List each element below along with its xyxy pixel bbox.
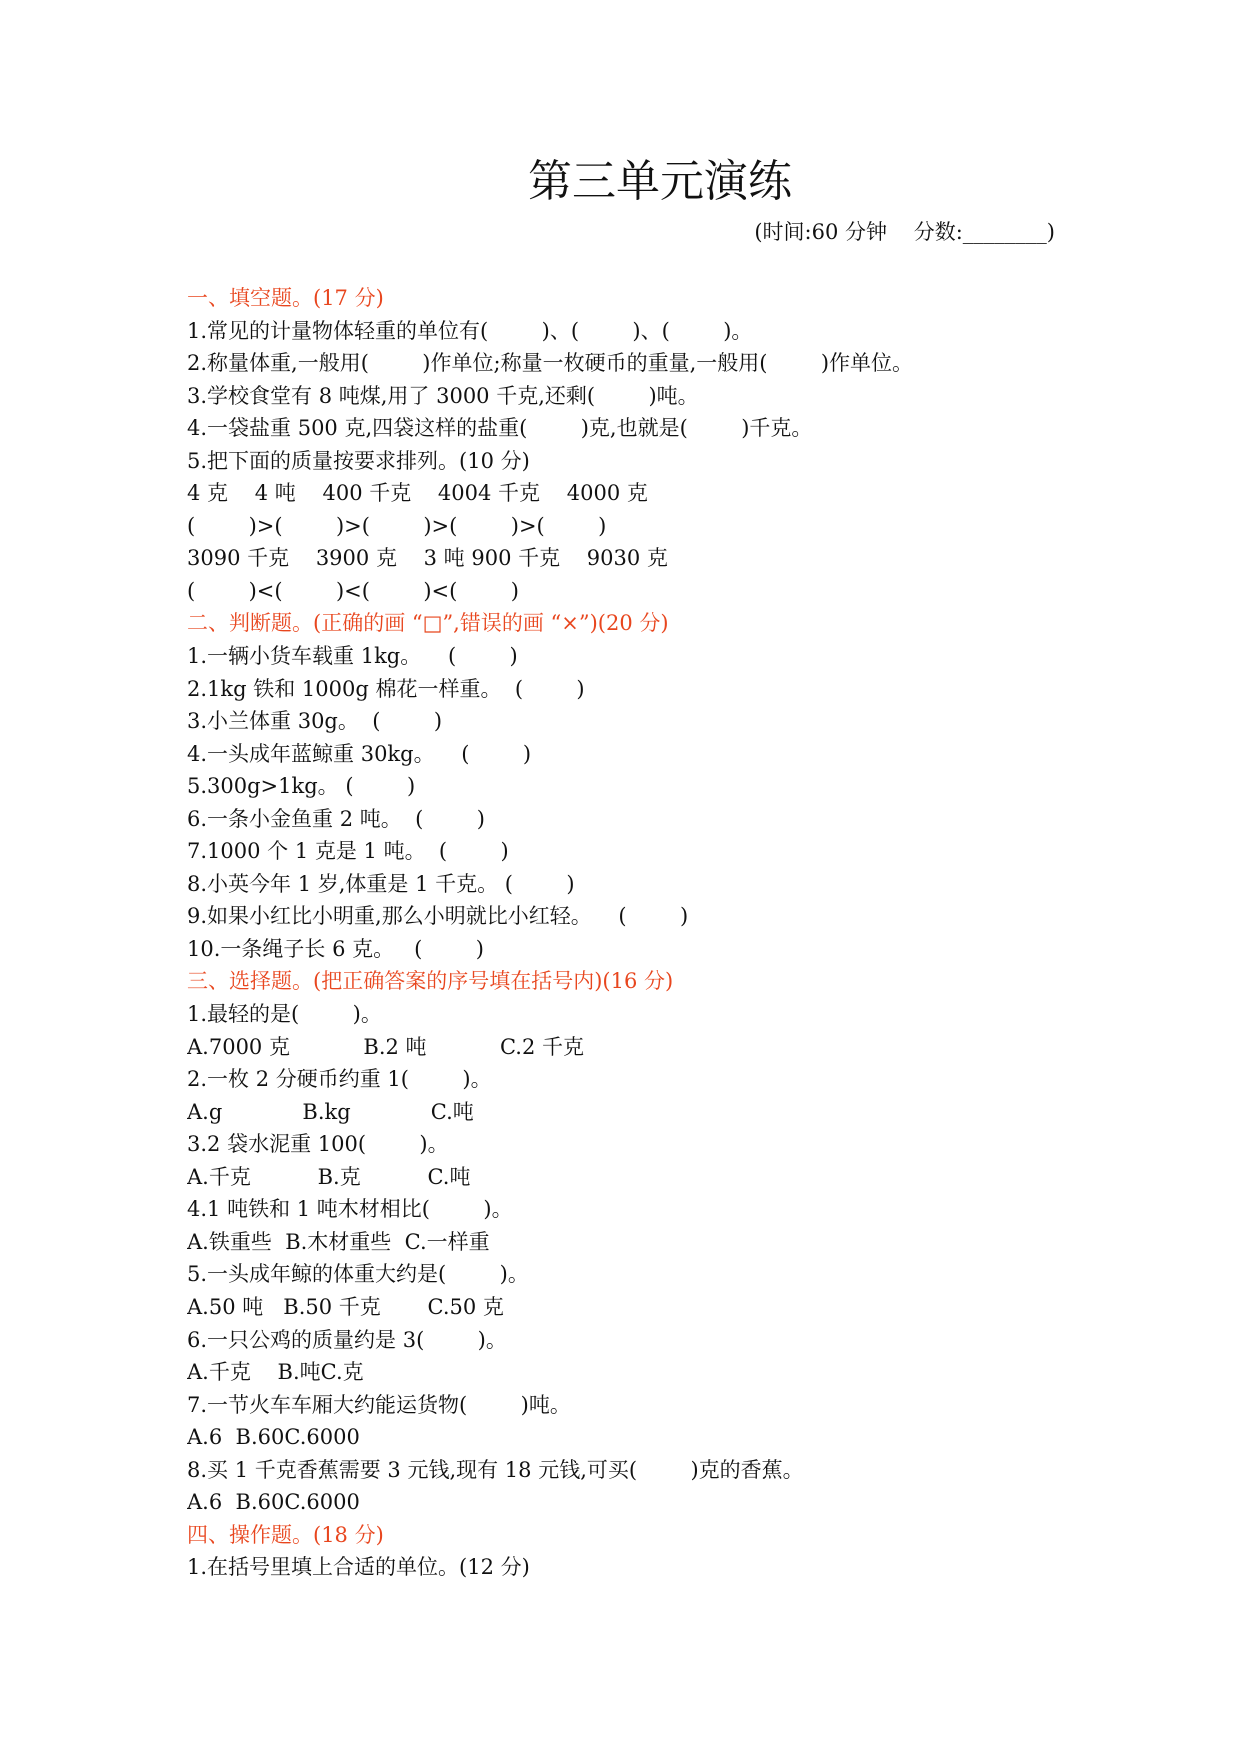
section-heading: 一、填空题。(17 分) — [187, 286, 384, 310]
question-line: 3.学校食堂有 8 吨煤,用了 3000 千克,还剩( )吨。 — [187, 383, 699, 408]
question-line: 5.把下面的质量按要求排列。(10 分) — [187, 448, 530, 473]
question-line: 8.买 1 千克香蕉需要 3 元钱,现有 18 元钱,可买( )克的香蕉。 — [187, 1457, 804, 1482]
question-line: 4.一袋盐重 500 克,四袋这样的盐重( )克,也就是( )千克。 — [187, 416, 813, 441]
question-line: 1.在括号里填上合适的单位。(12 分) — [187, 1555, 530, 1580]
question-line: A.铁重些 B.木材重些 C.一样重 — [187, 1229, 490, 1254]
question-line: 1.最轻的是( )。 — [187, 1002, 382, 1027]
question-line: 1.常见的计量物体轻重的单位有( )、( )、( )。 — [187, 318, 753, 343]
question-line: 2.一枚 2 分硬币约重 1( )。 — [187, 1067, 492, 1092]
question-line: 6.一只公鸡的质量约是 3( )。 — [187, 1327, 507, 1352]
question-line: 7.1000 个 1 克是 1 吨。 ( ) — [187, 839, 509, 864]
question-line: 3.小兰体重 30g。 ( ) — [187, 709, 443, 734]
question-line: 6.一条小金鱼重 2 吨。 ( ) — [187, 806, 485, 831]
question-line: A.千克 B.吨C.克 — [187, 1360, 364, 1385]
question-line: 2.称量体重,一般用( )作单位;称量一枚硬币的重量,一般用( )作单位。 — [187, 351, 914, 376]
question-line: 8.小英今年 1 岁,体重是 1 千克。 ( ) — [187, 871, 575, 896]
question-line: A.千克 B.克 C.吨 — [187, 1164, 471, 1189]
question-line: 2.1kg 铁和 1000g 棉花一样重。 ( ) — [187, 676, 585, 701]
question-line: 5.300g>1kg。 ( ) — [187, 774, 416, 799]
page-title: 第三单元演练 — [528, 156, 792, 207]
question-line: 9.如果小红比小明重,那么小明就比小红轻。 ( ) — [187, 904, 689, 929]
section-heading: 四、操作题。(18 分) — [187, 1522, 384, 1547]
question-line: 10.一条绳子长 6 克。 ( ) — [187, 936, 484, 961]
section-heading: 三、选择题。(把正确答案的序号填在括号内)(16 分) — [187, 969, 674, 994]
worksheet-content — [187, 282, 1087, 1584]
question-line: 7.一节火车车厢大约能运货物( )吨。 — [187, 1392, 571, 1417]
question-line: 4.一头成年蓝鲸重 30kg。 ( ) — [187, 741, 532, 766]
question-line: A.6 B.60C.6000 — [187, 1425, 360, 1450]
question-line: ( )<( )<( )<( ) — [187, 578, 519, 603]
section-heading: 二、判断题。(正确的画 “□”,错误的画 “×”)(20 分) — [187, 611, 669, 636]
question-line: ( )>( )>( )>( )>( ) — [187, 513, 607, 538]
question-line: 5.一头成年鲸的体重大约是( )。 — [187, 1262, 529, 1287]
question-line: 3090 千克 3900 克 3 吨 900 千克 9030 克 — [187, 546, 668, 571]
question-line: A.g B.kg C.吨 — [187, 1099, 474, 1124]
question-line: A.50 吨 B.50 千克 C.50 克 — [187, 1294, 504, 1319]
time-score-line: (时间:60 分钟 分数:________) — [754, 220, 1055, 244]
question-line: A.7000 克 B.2 吨 C.2 千克 — [187, 1034, 584, 1059]
question-line: 4 克 4 吨 400 千克 4004 千克 4000 克 — [187, 481, 648, 506]
question-line: 1.一辆小货车载重 1kg。 ( ) — [187, 644, 518, 669]
question-line: A.6 B.60C.6000 — [187, 1490, 360, 1515]
question-line: 4.1 吨铁和 1 吨木材相比( )。 — [187, 1197, 513, 1222]
question-line: 3.2 袋水泥重 100( )。 — [187, 1132, 449, 1157]
